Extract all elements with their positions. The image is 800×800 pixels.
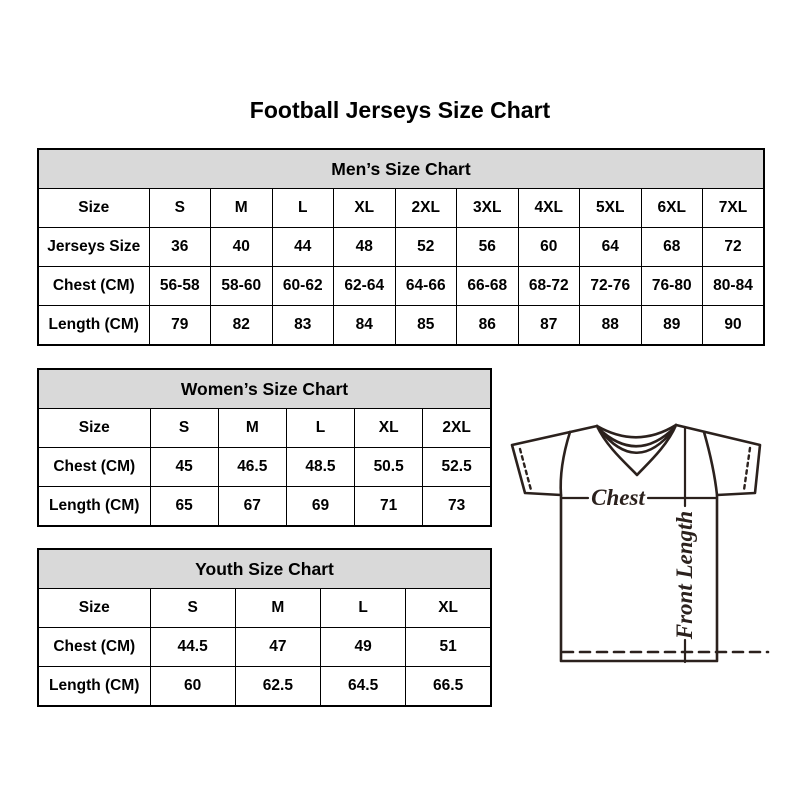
value-cell: 47 xyxy=(235,628,320,667)
value-cell: 69 xyxy=(286,487,354,527)
value-cell: 5XL xyxy=(580,189,642,228)
table-row xyxy=(38,306,764,346)
value-cell: M xyxy=(218,409,286,448)
value-cell: 62-64 xyxy=(334,267,396,306)
value-cell: 73 xyxy=(423,487,491,527)
row-label-cell: Chest (CM) xyxy=(38,448,150,487)
table-row xyxy=(38,448,491,487)
value-cell: 50.5 xyxy=(355,448,423,487)
value-cell: 56-58 xyxy=(149,267,211,306)
value-cell: 88 xyxy=(580,306,642,346)
value-cell: 48 xyxy=(334,228,396,267)
table-row xyxy=(38,628,491,667)
value-cell: 56 xyxy=(457,228,519,267)
jersey-measurement-diagram xyxy=(502,412,772,667)
value-cell: 52 xyxy=(395,228,457,267)
jersey-left-armhole-seam xyxy=(561,432,570,495)
value-cell: 44 xyxy=(272,228,334,267)
value-cell: 49 xyxy=(321,628,406,667)
value-cell: 82 xyxy=(211,306,273,346)
value-cell: 48.5 xyxy=(286,448,354,487)
value-cell: 76-80 xyxy=(641,267,703,306)
table-row xyxy=(38,267,764,306)
value-cell: L xyxy=(272,189,334,228)
value-cell: XL xyxy=(406,589,491,628)
value-cell: 79 xyxy=(149,306,211,346)
row-label-cell: Length (CM) xyxy=(38,306,149,346)
value-cell: 6XL xyxy=(641,189,703,228)
jersey-outline-left xyxy=(512,425,760,661)
value-cell: 7XL xyxy=(703,189,765,228)
womens-size-table xyxy=(37,368,492,527)
value-cell: 64-66 xyxy=(395,267,457,306)
jersey-right-cuff-stitch xyxy=(744,448,750,490)
value-cell: 3XL xyxy=(457,189,519,228)
value-cell: XL xyxy=(334,189,396,228)
value-cell: 51 xyxy=(406,628,491,667)
value-cell: 64.5 xyxy=(321,667,406,707)
value-cell: 44.5 xyxy=(150,628,235,667)
value-cell: M xyxy=(235,589,320,628)
value-cell: 90 xyxy=(703,306,765,346)
value-cell: L xyxy=(321,589,406,628)
table-row xyxy=(38,228,764,267)
value-cell: 4XL xyxy=(518,189,580,228)
value-cell: 66-68 xyxy=(457,267,519,306)
jersey-right-armhole-seam xyxy=(704,432,717,495)
row-label-cell: Length (CM) xyxy=(38,667,150,707)
value-cell: 87 xyxy=(518,306,580,346)
value-cell: L xyxy=(286,409,354,448)
row-label-cell: Size xyxy=(38,589,150,628)
value-cell: 67 xyxy=(218,487,286,527)
table-row xyxy=(38,589,491,628)
value-cell: 60-62 xyxy=(272,267,334,306)
value-cell: 2XL xyxy=(395,189,457,228)
value-cell: M xyxy=(211,189,273,228)
row-label-cell: Size xyxy=(38,409,150,448)
table-row xyxy=(38,667,491,707)
value-cell: S xyxy=(149,189,211,228)
mens-table-title: Men’s Size Chart xyxy=(38,149,764,189)
value-cell: 40 xyxy=(211,228,273,267)
value-cell: 68-72 xyxy=(518,267,580,306)
row-label-cell: Size xyxy=(38,189,149,228)
table-row xyxy=(38,487,491,527)
youth-size-table xyxy=(37,548,492,707)
value-cell: 84 xyxy=(334,306,396,346)
table-row xyxy=(38,189,764,228)
value-cell: 52.5 xyxy=(423,448,491,487)
value-cell: 36 xyxy=(149,228,211,267)
front-length-label: Front Length xyxy=(672,510,697,640)
row-label-cell: Chest (CM) xyxy=(38,628,150,667)
value-cell: 60 xyxy=(518,228,580,267)
value-cell: 86 xyxy=(457,306,519,346)
mens-size-table xyxy=(37,148,765,346)
value-cell: 65 xyxy=(150,487,218,527)
value-cell: 89 xyxy=(641,306,703,346)
row-label-cell: Jerseys Size xyxy=(38,228,149,267)
table-header-row xyxy=(38,369,491,409)
value-cell: 60 xyxy=(150,667,235,707)
value-cell: XL xyxy=(355,409,423,448)
value-cell: 83 xyxy=(272,306,334,346)
row-label-cell: Length (CM) xyxy=(38,487,150,527)
table-header-row xyxy=(38,149,764,189)
table-row xyxy=(38,409,491,448)
value-cell: S xyxy=(150,589,235,628)
value-cell: 58-60 xyxy=(211,267,273,306)
value-cell: 66.5 xyxy=(406,667,491,707)
value-cell: S xyxy=(150,409,218,448)
value-cell: 68 xyxy=(641,228,703,267)
row-label-cell: Chest (CM) xyxy=(38,267,149,306)
value-cell: 62.5 xyxy=(235,667,320,707)
value-cell: 2XL xyxy=(423,409,491,448)
value-cell: 45 xyxy=(150,448,218,487)
womens-table-title: Women’s Size Chart xyxy=(38,369,491,409)
value-cell: 64 xyxy=(580,228,642,267)
value-cell: 80-84 xyxy=(703,267,765,306)
youth-table-title: Youth Size Chart xyxy=(38,549,491,589)
table-header-row xyxy=(38,549,491,589)
chest-label: Chest xyxy=(591,485,645,510)
value-cell: 46.5 xyxy=(218,448,286,487)
page-title: Football Jerseys Size Chart xyxy=(249,97,551,123)
value-cell: 72-76 xyxy=(580,267,642,306)
value-cell: 71 xyxy=(355,487,423,527)
value-cell: 85 xyxy=(395,306,457,346)
value-cell: 72 xyxy=(703,228,765,267)
